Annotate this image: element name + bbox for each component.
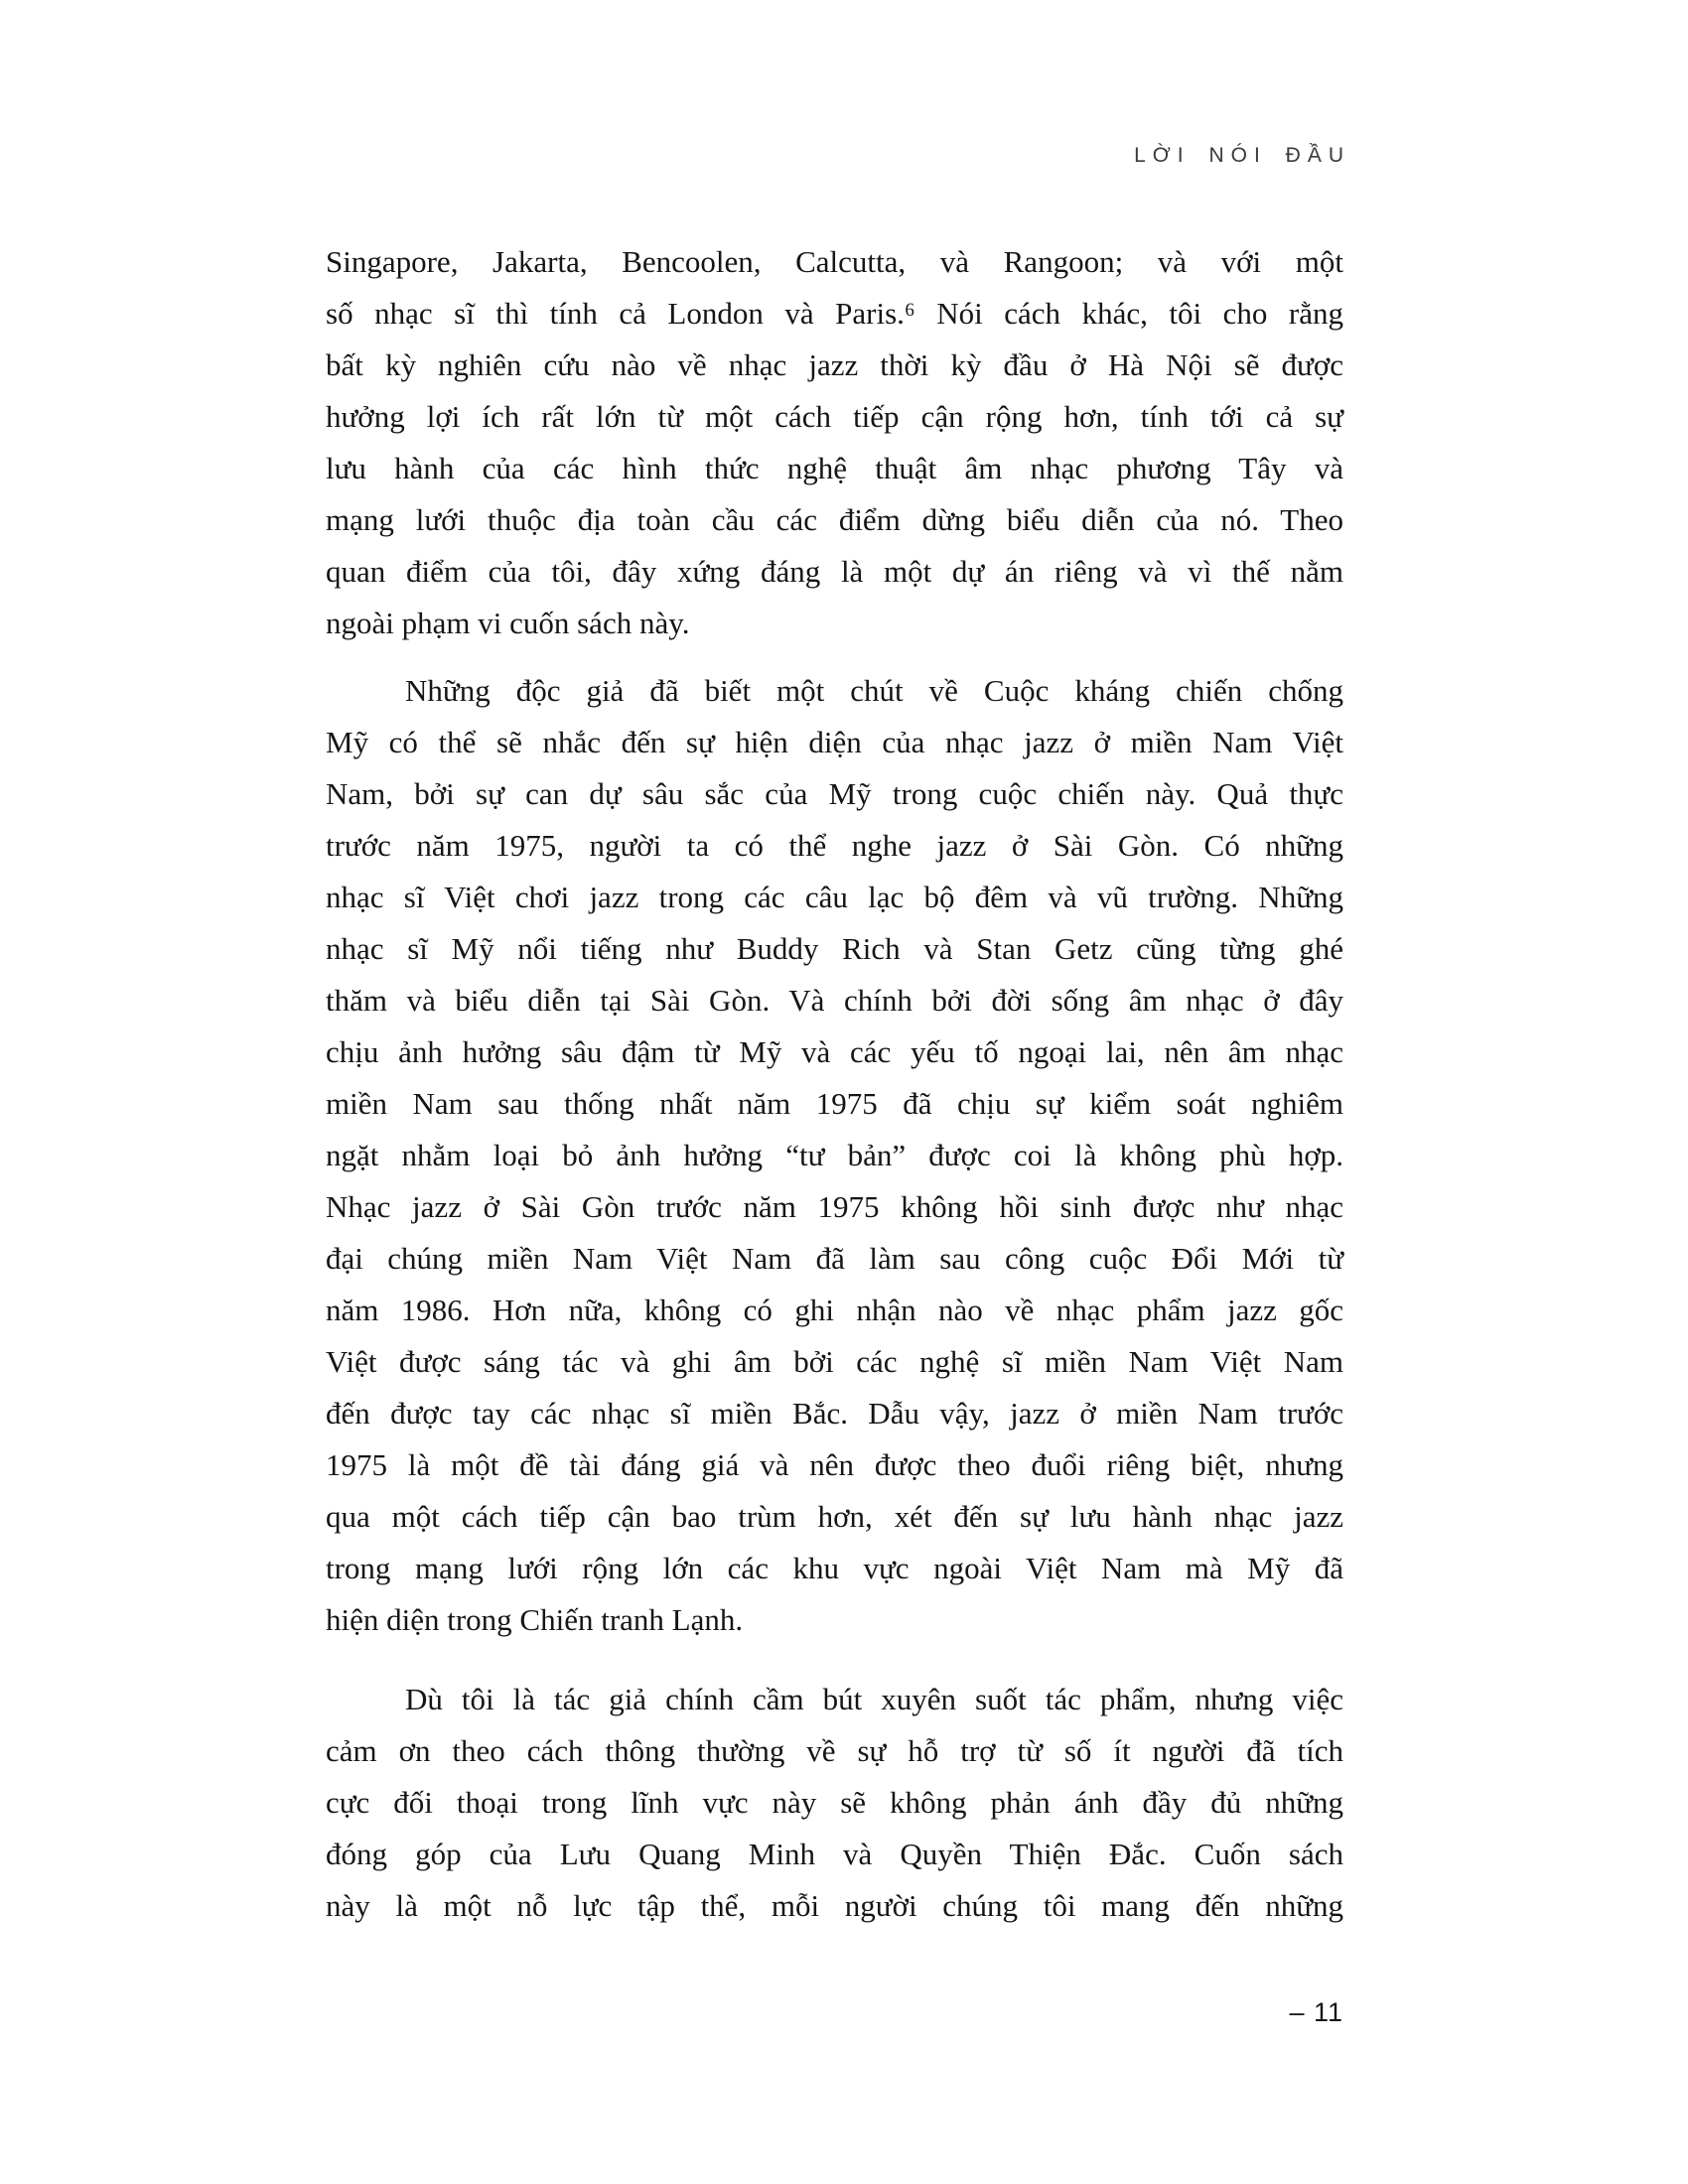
text-line: hưởng lợi ích rất lớn từ một cách tiếp cận rộng hơn, tính tới cả sự (326, 399, 1343, 434)
text-line: Việt được sáng tác và ghi âm bởi các nghệ sĩ miền Nam Việt Nam (326, 1344, 1343, 1379)
text-line: thăm và biểu diễn tại Sài Gòn. Và chính bởi đời sống âm nhạc ở đây (326, 983, 1343, 1018)
text-line: cực đối thoại trong lĩnh vực này sẽ không phản ánh đầy đủ những (326, 1785, 1343, 1820)
text-line: Những độc giả đã biết một chút về Cuộc kháng chiến chống (405, 673, 1343, 708)
text-line: Dù tôi là tác giả chính cầm bút xuyên suốt tác phẩm, nhưng việc (405, 1682, 1343, 1716)
text-line: bất kỳ nghiên cứu nào về nhạc jazz thời kỳ đầu ở Hà Nội sẽ được (326, 347, 1343, 382)
paragraph (326, 236, 1343, 649)
running-head: LỜI NÓI ĐẦU (1134, 144, 1350, 167)
text-line: qua một cách tiếp cận bao trùm hơn, xét đến sự lưu hành nhạc jazz (326, 1499, 1343, 1534)
text-line: đóng góp của Lưu Quang Minh và Quyền Thiện Đắc. Cuốn sách (326, 1837, 1343, 1871)
text-block (326, 236, 1343, 1932)
text-line: lưu hành của các hình thức nghệ thuật âm nhạc phương Tây và (326, 451, 1343, 485)
text-line: số nhạc sĩ thì tính cả London và Paris.⁶ Nói cách khác, tôi cho rằng (326, 296, 1343, 331)
text-line: đại chúng miền Nam Việt Nam đã làm sau công cuộc Đổi Mới từ (326, 1241, 1343, 1276)
text-line: hiện diện trong Chiến tranh Lạnh. (326, 1602, 744, 1637)
text-line: miền Nam sau thống nhất năm 1975 đã chịu sự kiểm soát nghiêm (326, 1086, 1343, 1121)
text-line: này là một nỗ lực tập thể, mỗi người chúng tôi mang đến những (326, 1888, 1343, 1923)
text-line: ngoài phạm vi cuốn sách này. (326, 606, 690, 640)
text-line: nhạc sĩ Mỹ nổi tiếng như Buddy Rich và Stan Getz cũng từng ghé (326, 931, 1343, 966)
text-line: Nhạc jazz ở Sài Gòn trước năm 1975 không hồi sinh được như nhạc (326, 1189, 1343, 1224)
text-line: Singapore, Jakarta, Bencoolen, Calcutta, và Rangoon; và với một (326, 244, 1343, 279)
text-line: mạng lưới thuộc địa toàn cầu các điểm dừng biểu diễn của nó. Theo (326, 502, 1343, 537)
text-line: trước năm 1975, người ta có thể nghe jazz ở Sài Gòn. Có những (326, 828, 1343, 863)
text-line: nhạc sĩ Việt chơi jazz trong các câu lạc bộ đêm và vũ trường. Những (326, 880, 1343, 914)
text-line: Mỹ có thể sẽ nhắc đến sự hiện diện của nhạc jazz ở miền Nam Việt (326, 725, 1343, 759)
page-number: – 11 (1289, 1997, 1343, 2027)
paragraph (326, 1674, 1343, 1932)
text-line: cảm ơn theo cách thông thường về sự hỗ trợ từ số ít người đã tích (326, 1733, 1343, 1768)
text-line: ngặt nhằm loại bỏ ảnh hưởng “tư bản” được coi là không phù hợp. (326, 1138, 1343, 1172)
text-line: 1975 là một đề tài đáng giá và nên được theo đuổi riêng biệt, nhưng (326, 1447, 1343, 1482)
text-line: năm 1986. Hơn nữa, không có ghi nhận nào về nhạc phẩm jazz gốc (326, 1293, 1343, 1327)
text-line: trong mạng lưới rộng lớn các khu vực ngoài Việt Nam mà Mỹ đã (326, 1551, 1343, 1585)
text-line: Nam, bởi sự can dự sâu sắc của Mỹ trong cuộc chiến này. Quả thực (326, 776, 1343, 811)
text-line: đến được tay các nhạc sĩ miền Bắc. Dẫu vậy, jazz ở miền Nam trước (326, 1396, 1343, 1431)
paragraph (326, 665, 1343, 1646)
text-line: quan điểm của tôi, đây xứng đáng là một dự án riêng và vì thế nằm (326, 554, 1343, 589)
text-line: chịu ảnh hưởng sâu đậm từ Mỹ và các yếu tố ngoại lai, nên âm nhạc (326, 1034, 1343, 1069)
